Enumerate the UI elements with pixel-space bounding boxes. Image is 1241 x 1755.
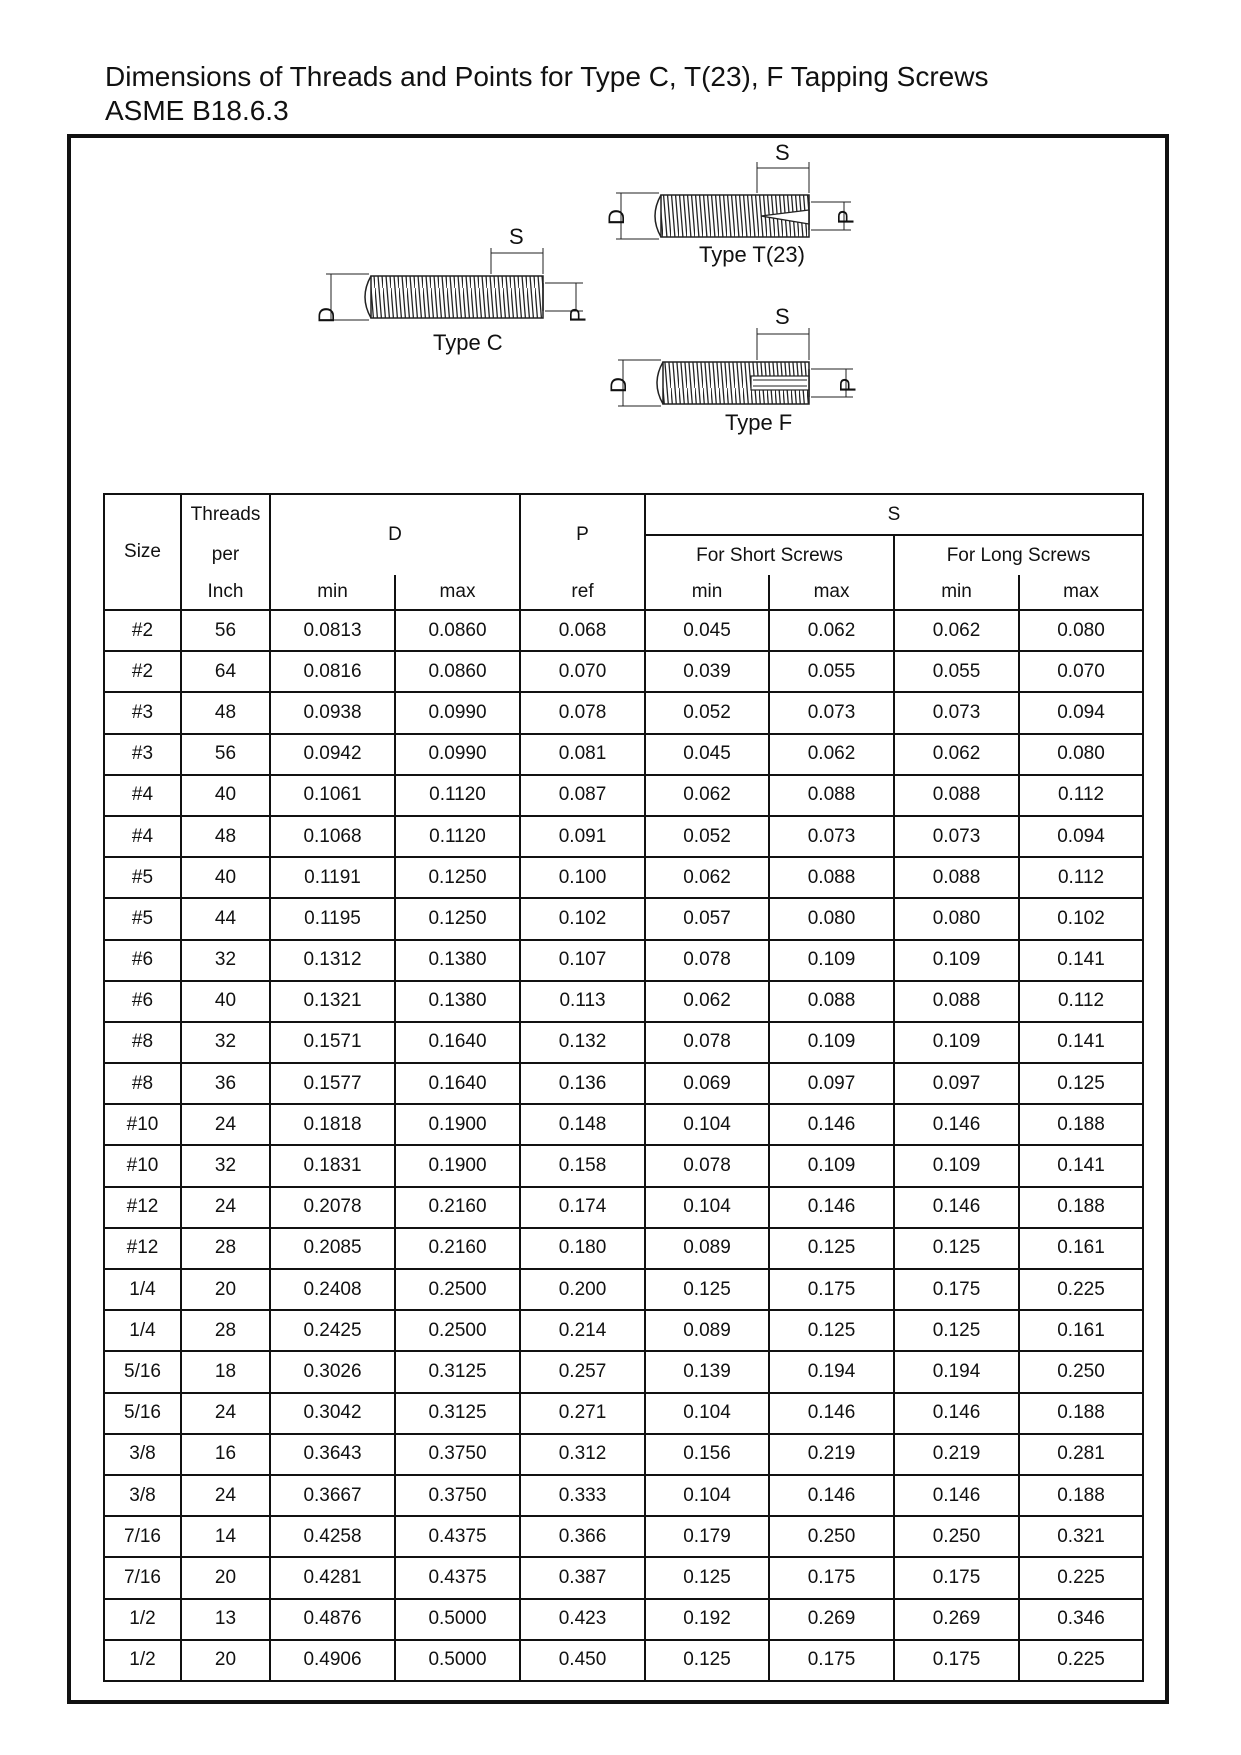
cell-d-max: 0.1380 (395, 940, 520, 981)
cell-s-short-min: 0.045 (645, 610, 769, 651)
header-long-screws: For Long Screws (894, 535, 1143, 575)
cell-s-long-min: 0.097 (894, 1063, 1019, 1104)
cell-s-short-max: 0.146 (769, 1393, 894, 1434)
table-row (104, 1516, 1143, 1557)
table-row (104, 816, 1143, 857)
header-s: S (645, 494, 1143, 535)
cell-p-ref: 0.200 (520, 1269, 645, 1310)
cell-s-short-max: 0.080 (769, 898, 894, 939)
cell-p-ref: 0.078 (520, 692, 645, 733)
cell-d-max: 0.0990 (395, 692, 520, 733)
table-row (104, 1393, 1143, 1434)
table-row (104, 940, 1143, 981)
cell-s-short-min: 0.104 (645, 1393, 769, 1434)
cell-s-long-max: 0.250 (1019, 1351, 1143, 1392)
cell-threads: 24 (181, 1393, 270, 1434)
cell-s-long-max: 0.225 (1019, 1557, 1143, 1598)
cell-s-short-max: 0.109 (769, 1145, 894, 1186)
table-row (104, 610, 1143, 651)
cell-s-long-min: 0.175 (894, 1269, 1019, 1310)
cell-s-short-max: 0.194 (769, 1351, 894, 1392)
cell-s-long-min: 0.088 (894, 775, 1019, 816)
cell-threads: 24 (181, 1187, 270, 1228)
cell-s-short-max: 0.109 (769, 1022, 894, 1063)
cell-d-max: 0.5000 (395, 1640, 520, 1681)
cell-s-long-max: 0.094 (1019, 816, 1143, 857)
cell-threads: 40 (181, 981, 270, 1022)
cell-p-ref: 0.132 (520, 1022, 645, 1063)
cell-size: 3/8 (104, 1475, 181, 1516)
cell-s-short-max: 0.073 (769, 692, 894, 733)
cell-size: #3 (104, 734, 181, 775)
cell-p-ref: 0.148 (520, 1104, 645, 1145)
cell-s-long-max: 0.188 (1019, 1393, 1143, 1434)
cell-d-min: 0.3667 (270, 1475, 395, 1516)
cell-d-min: 0.0938 (270, 692, 395, 733)
table-row (104, 1022, 1143, 1063)
cell-size: #8 (104, 1063, 181, 1104)
cell-p-ref: 0.107 (520, 940, 645, 981)
cell-d-min: 0.2425 (270, 1310, 395, 1351)
cell-p-ref: 0.081 (520, 734, 645, 775)
type-t23-p-label: P (833, 209, 859, 225)
table-row (104, 651, 1143, 692)
cell-threads: 28 (181, 1310, 270, 1351)
cell-s-short-min: 0.062 (645, 981, 769, 1022)
header-d: D (270, 494, 520, 575)
type-c-s-label: S (509, 224, 524, 249)
cell-d-min: 0.4876 (270, 1599, 395, 1640)
cell-s-long-min: 0.269 (894, 1599, 1019, 1640)
cell-threads: 44 (181, 898, 270, 939)
table-row (104, 1310, 1143, 1351)
cell-p-ref: 0.271 (520, 1393, 645, 1434)
cell-s-long-max: 0.102 (1019, 898, 1143, 939)
cell-d-min: 0.3643 (270, 1434, 395, 1475)
cell-threads: 32 (181, 1022, 270, 1063)
cell-d-max: 0.3125 (395, 1393, 520, 1434)
cell-s-short-max: 0.269 (769, 1599, 894, 1640)
cell-size: #5 (104, 898, 181, 939)
cell-p-ref: 0.102 (520, 898, 645, 939)
cell-s-short-max: 0.146 (769, 1187, 894, 1228)
header-threads-line1: Threads (181, 494, 270, 535)
table-row (104, 981, 1143, 1022)
cell-d-min: 0.0942 (270, 734, 395, 775)
table-row (104, 1557, 1143, 1598)
table-row (104, 775, 1143, 816)
header-short-min: min (645, 575, 769, 610)
cell-size: 1/2 (104, 1640, 181, 1681)
cell-s-short-min: 0.104 (645, 1475, 769, 1516)
cell-d-max: 0.1900 (395, 1104, 520, 1145)
cell-size: #10 (104, 1104, 181, 1145)
cell-threads: 48 (181, 692, 270, 733)
cell-s-long-min: 0.062 (894, 734, 1019, 775)
type-c-d-label: D (313, 307, 339, 323)
cell-size: #2 (104, 651, 181, 692)
cell-s-long-min: 0.080 (894, 898, 1019, 939)
cell-d-max: 0.4375 (395, 1557, 520, 1598)
cell-s-short-max: 0.175 (769, 1269, 894, 1310)
type-c-p-label: P (565, 307, 591, 323)
cell-s-long-max: 0.225 (1019, 1269, 1143, 1310)
cell-s-long-max: 0.321 (1019, 1516, 1143, 1557)
type-c-caption: Type C (433, 330, 503, 355)
cell-s-short-max: 0.097 (769, 1063, 894, 1104)
cell-d-max: 0.1640 (395, 1022, 520, 1063)
cell-p-ref: 0.312 (520, 1434, 645, 1475)
cell-s-short-min: 0.179 (645, 1516, 769, 1557)
cell-size: #5 (104, 857, 181, 898)
cell-threads: 40 (181, 857, 270, 898)
cell-s-short-max: 0.055 (769, 651, 894, 692)
type-t23-d-label: D (603, 209, 629, 225)
cell-s-long-min: 0.125 (894, 1310, 1019, 1351)
cell-d-min: 0.0813 (270, 610, 395, 651)
header-long-max: max (1019, 575, 1143, 610)
cell-s-long-max: 0.281 (1019, 1434, 1143, 1475)
cell-s-short-max: 0.175 (769, 1640, 894, 1681)
cell-threads: 18 (181, 1351, 270, 1392)
cell-size: #4 (104, 816, 181, 857)
cell-size: #6 (104, 981, 181, 1022)
cell-s-long-min: 0.175 (894, 1640, 1019, 1681)
cell-s-short-max: 0.088 (769, 775, 894, 816)
table-row (104, 857, 1143, 898)
table-row (104, 1351, 1143, 1392)
cell-s-long-max: 0.161 (1019, 1228, 1143, 1269)
cell-p-ref: 0.070 (520, 651, 645, 692)
title-line-1: Dimensions of Threads and Points for Type C, T(23), F Tapping Screws (105, 61, 989, 92)
cell-d-min: 0.4281 (270, 1557, 395, 1598)
table-row (104, 1145, 1143, 1186)
cell-s-long-min: 0.146 (894, 1104, 1019, 1145)
cell-p-ref: 0.333 (520, 1475, 645, 1516)
type-f-p-label: P (835, 377, 861, 393)
cell-p-ref: 0.180 (520, 1228, 645, 1269)
cell-s-short-min: 0.045 (645, 734, 769, 775)
cell-s-long-max: 0.112 (1019, 981, 1143, 1022)
cell-s-long-min: 0.250 (894, 1516, 1019, 1557)
cell-p-ref: 0.091 (520, 816, 645, 857)
cell-p-ref: 0.387 (520, 1557, 645, 1598)
cell-s-short-max: 0.146 (769, 1104, 894, 1145)
type-f-s-label: S (775, 304, 790, 329)
cell-p-ref: 0.087 (520, 775, 645, 816)
cell-s-long-min: 0.088 (894, 857, 1019, 898)
screw-diagrams (71, 138, 1165, 498)
cell-threads: 20 (181, 1640, 270, 1681)
cell-d-min: 0.1831 (270, 1145, 395, 1186)
cell-s-short-max: 0.250 (769, 1516, 894, 1557)
title-line-2: ASME B18.6.3 (105, 95, 289, 126)
cell-d-min: 0.1312 (270, 940, 395, 981)
cell-d-min: 0.4258 (270, 1516, 395, 1557)
cell-size: #3 (104, 692, 181, 733)
cell-s-short-max: 0.146 (769, 1475, 894, 1516)
cell-s-short-min: 0.052 (645, 692, 769, 733)
cell-s-short-max: 0.088 (769, 981, 894, 1022)
cell-d-min: 0.4906 (270, 1640, 395, 1681)
cell-d-min: 0.1191 (270, 857, 395, 898)
cell-threads: 20 (181, 1269, 270, 1310)
cell-s-short-min: 0.104 (645, 1187, 769, 1228)
cell-s-long-min: 0.073 (894, 816, 1019, 857)
cell-s-long-max: 0.225 (1019, 1640, 1143, 1681)
cell-threads: 64 (181, 651, 270, 692)
cell-s-long-max: 0.125 (1019, 1063, 1143, 1104)
cell-s-long-max: 0.094 (1019, 692, 1143, 733)
cell-size: #2 (104, 610, 181, 651)
cell-size: 7/16 (104, 1516, 181, 1557)
cell-d-max: 0.1120 (395, 775, 520, 816)
cell-d-min: 0.1068 (270, 816, 395, 857)
type-f-d-label: D (605, 377, 631, 393)
cell-threads: 32 (181, 940, 270, 981)
cell-d-min: 0.2408 (270, 1269, 395, 1310)
cell-d-max: 0.4375 (395, 1516, 520, 1557)
cell-s-short-min: 0.104 (645, 1104, 769, 1145)
cell-p-ref: 0.214 (520, 1310, 645, 1351)
cell-p-ref: 0.450 (520, 1640, 645, 1681)
cell-s-short-min: 0.078 (645, 1145, 769, 1186)
cell-p-ref: 0.257 (520, 1351, 645, 1392)
cell-size: 3/8 (104, 1434, 181, 1475)
cell-threads: 48 (181, 816, 270, 857)
cell-s-short-max: 0.219 (769, 1434, 894, 1475)
cell-p-ref: 0.158 (520, 1145, 645, 1186)
cell-d-max: 0.1250 (395, 898, 520, 939)
cell-threads: 36 (181, 1063, 270, 1104)
cell-threads: 28 (181, 1228, 270, 1269)
cell-d-min: 0.1321 (270, 981, 395, 1022)
cell-d-min: 0.2085 (270, 1228, 395, 1269)
cell-d-max: 0.2500 (395, 1310, 520, 1351)
header-long-min: min (894, 575, 1019, 610)
document-title (105, 60, 988, 128)
cell-s-short-max: 0.073 (769, 816, 894, 857)
cell-s-long-min: 0.109 (894, 1022, 1019, 1063)
cell-s-long-max: 0.080 (1019, 734, 1143, 775)
cell-s-long-min: 0.073 (894, 692, 1019, 733)
header-p: P (520, 494, 645, 575)
table-row (104, 1228, 1143, 1269)
cell-p-ref: 0.068 (520, 610, 645, 651)
cell-p-ref: 0.423 (520, 1599, 645, 1640)
cell-d-min: 0.0816 (270, 651, 395, 692)
cell-threads: 56 (181, 734, 270, 775)
cell-d-max: 0.2160 (395, 1187, 520, 1228)
cell-threads: 40 (181, 775, 270, 816)
cell-s-long-min: 0.088 (894, 981, 1019, 1022)
cell-s-short-max: 0.109 (769, 940, 894, 981)
header-p-ref: ref (520, 575, 645, 610)
cell-threads: 14 (181, 1516, 270, 1557)
header-threads-line3: Inch (181, 575, 270, 610)
cell-threads: 56 (181, 610, 270, 651)
cell-s-short-min: 0.089 (645, 1310, 769, 1351)
cell-s-long-min: 0.062 (894, 610, 1019, 651)
cell-s-long-min: 0.146 (894, 1187, 1019, 1228)
cell-d-max: 0.3125 (395, 1351, 520, 1392)
cell-d-max: 0.5000 (395, 1599, 520, 1640)
cell-s-short-min: 0.052 (645, 816, 769, 857)
header-d-max: max (395, 575, 520, 610)
cell-s-short-min: 0.062 (645, 857, 769, 898)
cell-d-max: 0.0990 (395, 734, 520, 775)
cell-d-min: 0.1061 (270, 775, 395, 816)
cell-s-long-min: 0.146 (894, 1393, 1019, 1434)
table-row (104, 898, 1143, 939)
type-t23-caption: Type T(23) (699, 242, 805, 267)
cell-s-short-min: 0.057 (645, 898, 769, 939)
cell-s-short-max: 0.062 (769, 734, 894, 775)
type-f-caption: Type F (725, 410, 793, 435)
dimensions-table (103, 493, 1144, 1682)
cell-s-long-max: 0.141 (1019, 940, 1143, 981)
cell-s-long-max: 0.141 (1019, 1022, 1143, 1063)
cell-s-short-max: 0.088 (769, 857, 894, 898)
cell-s-short-min: 0.192 (645, 1599, 769, 1640)
cell-d-max: 0.1120 (395, 816, 520, 857)
table-row (104, 1434, 1143, 1475)
cell-d-min: 0.1571 (270, 1022, 395, 1063)
table-row (104, 1187, 1143, 1228)
cell-d-min: 0.3042 (270, 1393, 395, 1434)
cell-size: #8 (104, 1022, 181, 1063)
cell-s-long-max: 0.112 (1019, 857, 1143, 898)
cell-d-max: 0.1380 (395, 981, 520, 1022)
cell-s-long-max: 0.141 (1019, 1145, 1143, 1186)
cell-s-short-min: 0.139 (645, 1351, 769, 1392)
cell-s-long-max: 0.070 (1019, 651, 1143, 692)
table-row (104, 1104, 1143, 1145)
header-size: Size (104, 494, 181, 610)
cell-s-short-min: 0.125 (645, 1557, 769, 1598)
cell-s-short-min: 0.039 (645, 651, 769, 692)
cell-s-long-max: 0.346 (1019, 1599, 1143, 1640)
cell-s-short-min: 0.089 (645, 1228, 769, 1269)
cell-s-long-min: 0.109 (894, 1145, 1019, 1186)
cell-s-long-min: 0.146 (894, 1475, 1019, 1516)
cell-s-long-max: 0.188 (1019, 1104, 1143, 1145)
type-t23-diagram (616, 162, 851, 239)
cell-d-max: 0.0860 (395, 651, 520, 692)
cell-d-max: 0.1900 (395, 1145, 520, 1186)
cell-s-long-min: 0.109 (894, 940, 1019, 981)
cell-d-max: 0.0860 (395, 610, 520, 651)
cell-p-ref: 0.136 (520, 1063, 645, 1104)
cell-s-short-max: 0.062 (769, 610, 894, 651)
table-row (104, 1599, 1143, 1640)
cell-d-min: 0.3026 (270, 1351, 395, 1392)
header-short-max: max (769, 575, 894, 610)
cell-size: 1/2 (104, 1599, 181, 1640)
table-body (104, 610, 1143, 1681)
cell-s-long-max: 0.161 (1019, 1310, 1143, 1351)
cell-d-min: 0.1577 (270, 1063, 395, 1104)
content-frame (67, 134, 1169, 1704)
cell-p-ref: 0.100 (520, 857, 645, 898)
cell-threads: 24 (181, 1475, 270, 1516)
cell-p-ref: 0.174 (520, 1187, 645, 1228)
cell-size: 1/4 (104, 1310, 181, 1351)
cell-s-long-max: 0.080 (1019, 610, 1143, 651)
cell-s-short-max: 0.125 (769, 1310, 894, 1351)
cell-s-long-max: 0.112 (1019, 775, 1143, 816)
cell-s-long-min: 0.055 (894, 651, 1019, 692)
cell-d-max: 0.1640 (395, 1063, 520, 1104)
cell-s-short-max: 0.175 (769, 1557, 894, 1598)
type-t23-s-label: S (775, 140, 790, 165)
cell-d-min: 0.1195 (270, 898, 395, 939)
cell-s-short-min: 0.078 (645, 1022, 769, 1063)
cell-size: 5/16 (104, 1393, 181, 1434)
cell-s-short-min: 0.125 (645, 1269, 769, 1310)
cell-s-long-min: 0.125 (894, 1228, 1019, 1269)
type-f-diagram (618, 328, 853, 406)
table-row (104, 1063, 1143, 1104)
cell-s-short-min: 0.062 (645, 775, 769, 816)
cell-size: 5/16 (104, 1351, 181, 1392)
cell-s-short-max: 0.125 (769, 1228, 894, 1269)
cell-s-long-max: 0.188 (1019, 1187, 1143, 1228)
cell-d-min: 0.1818 (270, 1104, 395, 1145)
type-c-diagram (326, 248, 583, 320)
cell-threads: 24 (181, 1104, 270, 1145)
cell-p-ref: 0.113 (520, 981, 645, 1022)
cell-d-min: 0.2078 (270, 1187, 395, 1228)
cell-s-short-min: 0.069 (645, 1063, 769, 1104)
cell-d-max: 0.3750 (395, 1475, 520, 1516)
table-row (104, 1269, 1143, 1310)
header-short-screws: For Short Screws (645, 535, 894, 575)
table-row (104, 1640, 1143, 1681)
cell-s-short-min: 0.156 (645, 1434, 769, 1475)
cell-s-long-min: 0.175 (894, 1557, 1019, 1598)
cell-s-long-max: 0.188 (1019, 1475, 1143, 1516)
table-row (104, 1475, 1143, 1516)
cell-s-long-min: 0.194 (894, 1351, 1019, 1392)
table-row (104, 734, 1143, 775)
cell-size: #4 (104, 775, 181, 816)
cell-threads: 16 (181, 1434, 270, 1475)
cell-threads: 13 (181, 1599, 270, 1640)
cell-d-max: 0.1250 (395, 857, 520, 898)
cell-size: 1/4 (104, 1269, 181, 1310)
cell-size: #10 (104, 1145, 181, 1186)
cell-d-max: 0.3750 (395, 1434, 520, 1475)
cell-threads: 32 (181, 1145, 270, 1186)
cell-d-max: 0.2500 (395, 1269, 520, 1310)
cell-p-ref: 0.366 (520, 1516, 645, 1557)
cell-s-short-min: 0.125 (645, 1640, 769, 1681)
cell-size: 7/16 (104, 1557, 181, 1598)
cell-s-short-min: 0.078 (645, 940, 769, 981)
cell-s-long-min: 0.219 (894, 1434, 1019, 1475)
cell-size: #12 (104, 1228, 181, 1269)
cell-size: #12 (104, 1187, 181, 1228)
cell-size: #6 (104, 940, 181, 981)
header-threads-line2: per (181, 535, 270, 575)
cell-d-max: 0.2160 (395, 1228, 520, 1269)
header-d-min: min (270, 575, 395, 610)
table-row (104, 692, 1143, 733)
cell-threads: 20 (181, 1557, 270, 1598)
